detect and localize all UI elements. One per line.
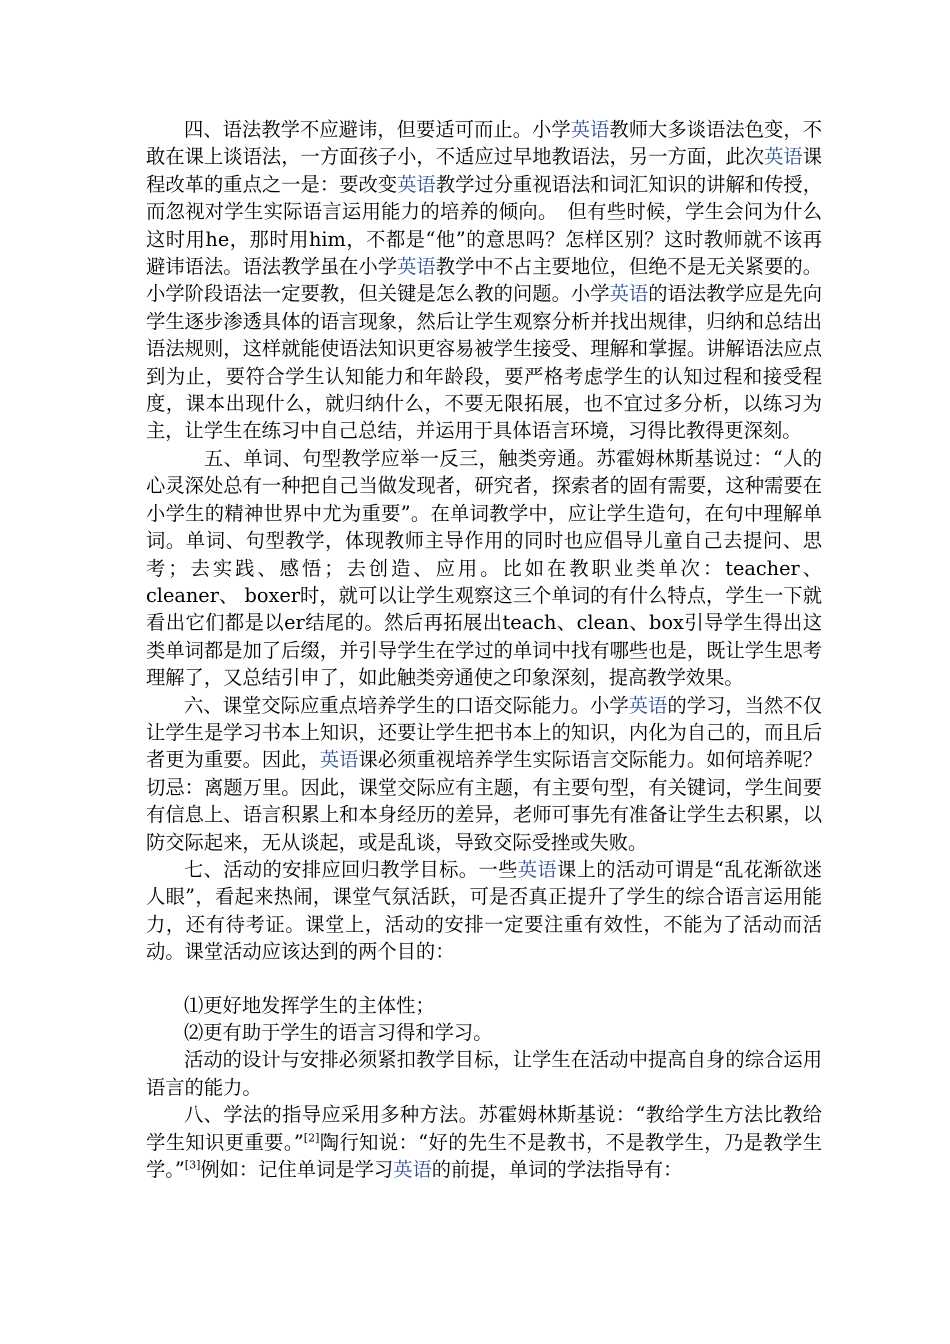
text-run: 五、单词、句型教学应举一反三，触类旁通。苏霍姆林斯基说过：“人的心灵深处总有一种把自己当做发现者，研究者，探索者的固有需要，这种需要在小学生的精神世界中尤为重要”。在单词教学中，应让学生造句，在句中理解单词。单词、句型教学，体现教师主导作用的同时也应倡导儿童自己去提问、思考；去实践、感悟；去创造、应用。比如在教职业类单次：teacher、 cleaner、 boxer时，就可以让学生观察这三个单词的有什么特点，学生一下就看出它们都是以er结尾的。然后再拓展出teach、clean、box引导学生得出这类单词都是加了后缀，并引导学生在学过的单词中找有哪些也是，既让学生思考理解了，又总结引申了，如此触类旁通使之印象深刻，提高教学效果。 <box>146 446 822 690</box>
keyword-link[interactable]: 英语 <box>570 118 610 141</box>
text-run: 七、活动的安排应回归教学目标。一些 <box>184 857 518 881</box>
paragraph-section-4 <box>146 116 822 445</box>
list-item: ⑵更有助于学生的语言习得和学习。 <box>184 1021 493 1044</box>
keyword-link[interactable]: 英语 <box>764 145 803 169</box>
document-page <box>146 116 822 1183</box>
text-run: 教学过分重视语法和词汇知识的讲解和传授，而忽视对学生实际语言运用能力的培养的倾向。 但有些时候，学生会问为什么这时用he，那时用him，不都是“他”的意思吗？怎样区别？这时教师就不该再避讳语法。语法教学虽在小学 <box>146 172 823 279</box>
text-run: 课程改革的重点之一是：要改变 <box>146 145 823 196</box>
keyword-link[interactable]: 英语 <box>393 1158 432 1182</box>
text-run: 例如：记住单词是学习 <box>200 1158 394 1182</box>
paragraph-section-7 <box>146 856 822 966</box>
paragraph-section-5 <box>146 445 822 692</box>
keyword-link[interactable]: 英语 <box>319 748 359 772</box>
keyword-link[interactable]: 英语 <box>397 172 436 196</box>
text-run: 教学中不占主要地位，但绝不是无关紧要的。小学阶段语法一定要教，但关键是怎么教的问题。小学 <box>146 255 823 306</box>
text-run: 六、课堂交际应重点培养学生的口语交际能力。小学 <box>184 693 629 717</box>
paragraph-section-8 <box>146 1101 822 1183</box>
keyword-link[interactable]: 英语 <box>397 255 436 279</box>
keyword-link[interactable]: 英语 <box>609 282 649 306</box>
keyword-link[interactable]: 英语 <box>517 857 557 881</box>
paragraph-section-6 <box>146 692 822 856</box>
text-run: 陶行知说：“好的先生不是教书，不是教学生，乃是教学生学。” <box>146 1130 823 1182</box>
text-run: 四、语法教学不应避讳，但要适可而止。小学 <box>184 118 571 141</box>
spacer <box>146 966 822 992</box>
text-run: 的学习，当然不仅让学生是学习书本上知识，还要让学生把书本上的知识，内化为自己的，而且后者更为重要。因此， <box>146 693 823 772</box>
list-item: ⑴更好地发挥学生的主体性； <box>184 993 435 1017</box>
keyword-link[interactable]: 英语 <box>628 693 668 717</box>
text-run: 教师大多谈语法色变，不敢在课上谈语法，一方面孩子小，不适应过早地教语法，另一方面，此次 <box>146 118 823 169</box>
text-run: 八、学法的指导应采用多种方法。苏霍姆林斯基说：“教给学生方法比教给学生知识更重要。” <box>146 1103 822 1154</box>
text-run: 课必须重视培养学生实际语言交际能力。如何培养呢？切忌：离题万里。因此，课堂交际应有主题，有主要句型，有关键词，学生间要有信息上、语言积累上和本身经历的差异，老师可事先有准备让学生去积累，以防交际起来，无从谈起，或是乱谈，导致交际受挫或失败。 <box>146 748 823 854</box>
citation-ref[interactable]: [3] <box>184 1158 201 1172</box>
text-run: 的前提，单词的学法指导有： <box>431 1158 683 1182</box>
citation-ref[interactable]: [2] <box>303 1131 320 1145</box>
paragraph-activity-design: 活动的设计与安排必须紧扣教学目标，让学生在活动中提高自身的综合运用语言的能力。 <box>146 1048 822 1099</box>
text-run: 的语法教学应是先向学生逐步渗透具体的语言现象，然后让学生观察分析并找出规律，归纳和总结出语法规则，这样就能使语法知识更容易被学生接受、理解和掌握。讲解语法应点到为止，要符合学生认知能力和年龄段，要严格考虑学生的认知过程和接受程度，课本出现什么，就归纳什么，不要无限拓展，也不宜过多分析，以练习为主，让学生在练习中自己总结，并运用于具体语言环境，习得比教得更深刻。 <box>146 282 823 443</box>
text-run: 课上的活动可谓是“乱花渐欲迷人眼”，看起来热闹，课堂气氛活跃，可是否真正提升了学生的综合语言运用能力，还有待考证。课堂上，活动的安排一定要注重有效性，不能为了活动而活动。课堂活动应该达到的两个目的： <box>146 857 823 964</box>
